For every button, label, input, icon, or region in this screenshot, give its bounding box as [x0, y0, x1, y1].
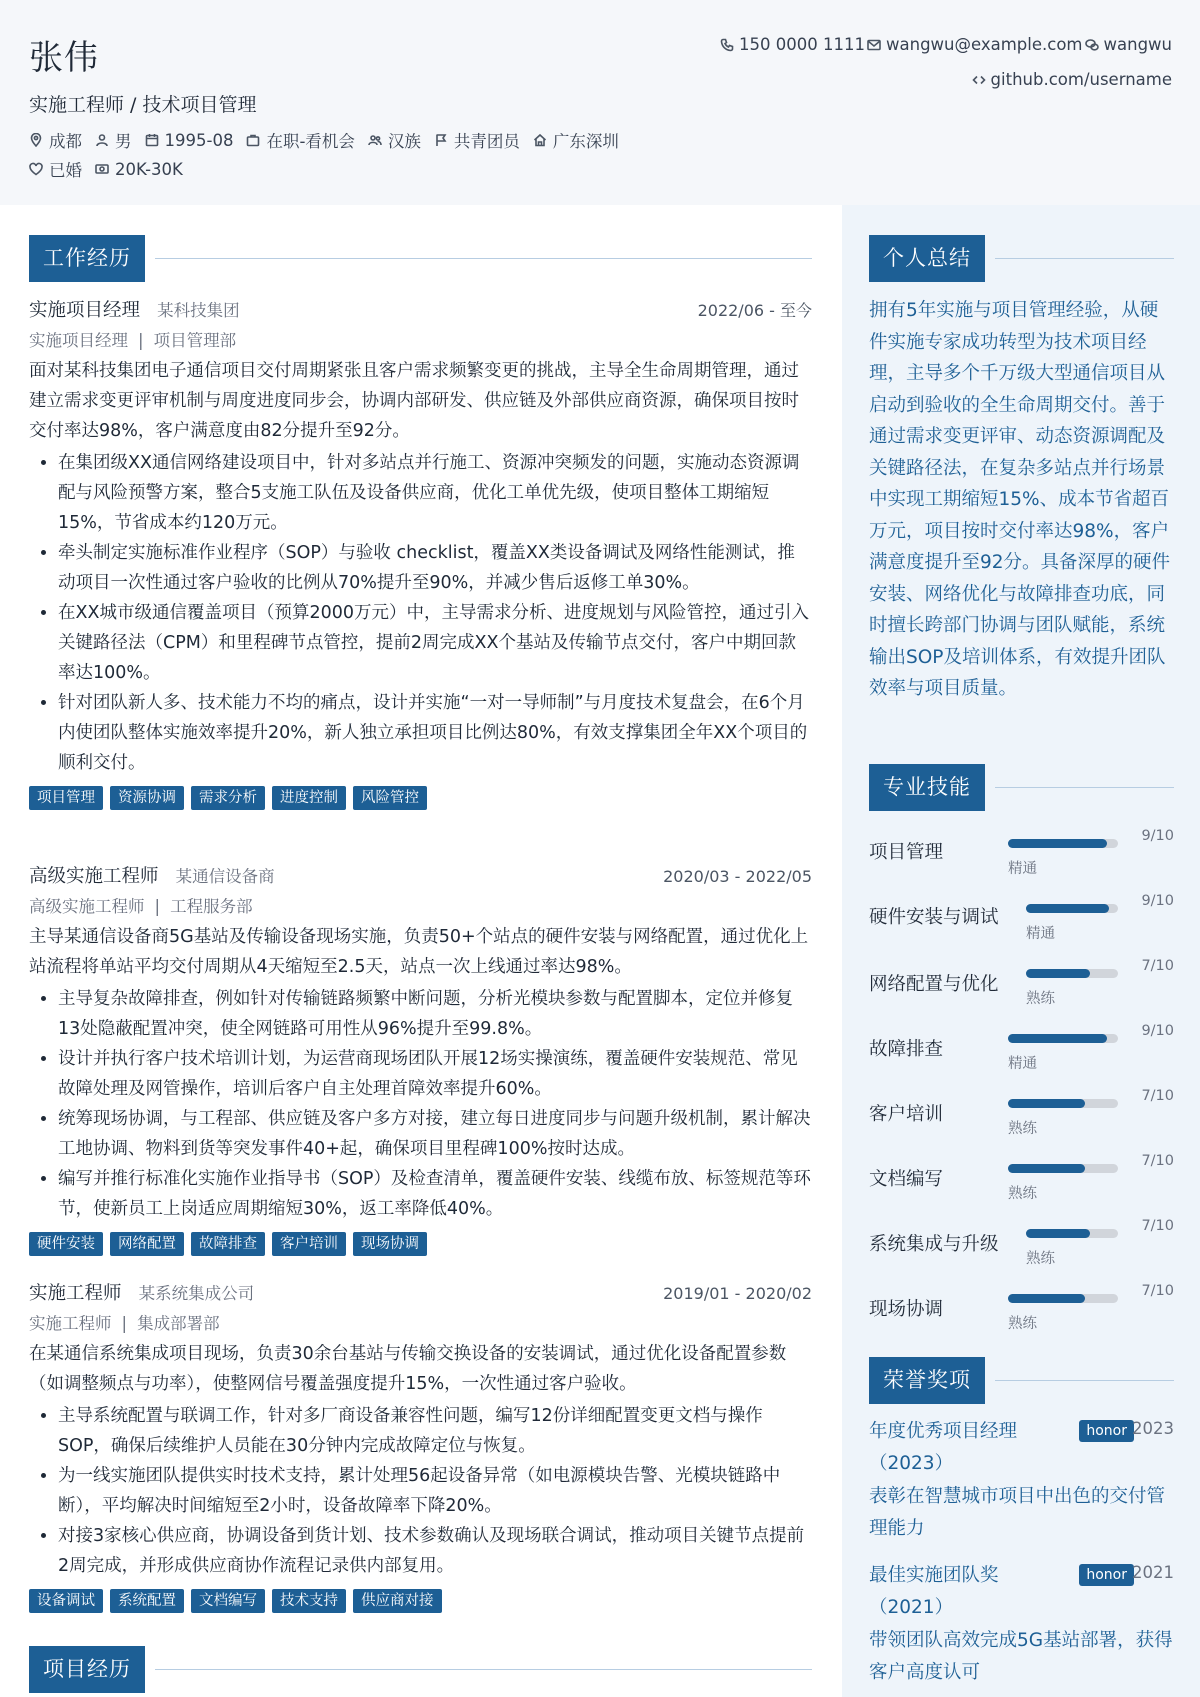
skill-name: 文档编写: [869, 1169, 944, 1190]
section-title-projects: 项目经历: [29, 1646, 145, 1693]
list-item: • 在XX城市级通信覆盖项目（预算2000万元）中，主导需求分析、进度规划与风险管控，通过引入关键路径法（CPM）和里程碑节点管控，提前2周完成XX个基站及传输节点交付，客户中期回款率达100%。: [58, 598, 812, 688]
meta-political-text: 共青团员: [453, 132, 520, 151]
skill-level: 精通: [1008, 1056, 1037, 1072]
section-divider: [995, 258, 1174, 259]
job-department: 工程服务部: [170, 897, 253, 916]
meta-gender: [95, 128, 132, 152]
skill-tag: 供应商对接: [353, 1589, 442, 1613]
contact-github-text: github.com/username: [990, 70, 1172, 89]
contact-row-1: [718, 35, 1172, 54]
skill-bar-fill: [1008, 1034, 1107, 1043]
skill-bar-fill: [1026, 904, 1109, 913]
skill-bar: [1026, 969, 1118, 978]
group-icon: [368, 133, 382, 147]
skill-tag: 设备调试: [29, 1589, 103, 1613]
contact-row-2: [970, 70, 1172, 89]
job-achievements: [29, 984, 812, 1224]
job-tags: [29, 1589, 812, 1613]
skill-bar: [1008, 1164, 1118, 1173]
job-title: 高级实施工程师: [29, 866, 159, 887]
skill-bar-fill: [1008, 1294, 1085, 1303]
skill-name: 系统集成与升级: [869, 1234, 999, 1255]
job-date: 2020/03 - 2022/05: [663, 867, 812, 886]
contact-email[interactable]: [867, 35, 1083, 54]
job-department: 集成部署部: [137, 1314, 220, 1333]
section-awards: [869, 1357, 1174, 1404]
meta-hometown-text: 广东深圳: [552, 132, 619, 151]
meta-marital-text: 已婚: [49, 161, 82, 180]
candidate-name: 张伟: [29, 38, 99, 78]
award-item: [869, 1560, 1174, 1688]
job-company: 某系统集成公司: [138, 1284, 255, 1303]
person-icon: [95, 133, 109, 147]
skill-bar-fill: [1026, 1229, 1090, 1238]
list-item: • 设计并执行客户技术培训计划，为运营商现场团队开展12场实操演练，覆盖硬件安装规范、常见故障处理及网管操作，培训后客户自主处理首障效率提升60%。: [58, 1044, 812, 1104]
job-entry-2: [29, 862, 812, 1256]
award-title: 年度优秀项目经理（2023）: [869, 1421, 1018, 1474]
meta-gender-text: 男: [115, 132, 132, 151]
skill-tag: 资源协调: [110, 786, 184, 810]
job-role-separator: |: [154, 897, 161, 916]
skill-name: 故障排查: [869, 1039, 944, 1060]
job-achievements: [29, 448, 812, 778]
skill-tag: 客户培训: [272, 1232, 346, 1256]
skill-name: 硬件安装与调试: [869, 907, 999, 928]
skill-level: 熟练: [1008, 1186, 1037, 1202]
section-work-experience: [29, 235, 812, 282]
meta-ethnicity: [368, 128, 421, 152]
section-title-skills: 专业技能: [869, 764, 985, 811]
money-icon: [95, 162, 109, 176]
section-summary: [869, 235, 1174, 282]
skill-item: [869, 1283, 1174, 1343]
award-header: [869, 1416, 1174, 1479]
skill-level: 熟练: [1008, 1316, 1037, 1332]
skill-bar-fill: [1008, 1099, 1085, 1108]
award-description: 带领团队高效完成5G基站部署，获得客户高度认可: [869, 1630, 1173, 1683]
section-divider: [995, 1380, 1174, 1381]
award-year: 2023: [1132, 1419, 1174, 1438]
list-item: • 针对团队新人多、技术能力不均的痛点，设计并实施“一对一导师制”与月度技术复盘会，在6个月内使团队整体实施效率提升20%，新人独立承担项目比例达80%，有效支撑集团全年XX个项目的顺利交付。: [58, 688, 812, 778]
skill-score: 9/10: [1141, 828, 1174, 844]
code-icon: [972, 73, 986, 87]
skill-item: [869, 828, 1174, 888]
contact-wechat-text: wangwu: [1103, 35, 1172, 54]
skill-bar: [1026, 904, 1118, 913]
personal-summary-text: 拥有5年实施与项目管理经验，从硬件实施专家成功转型为技术项目经理，主导多个千万级大型通信项目从启动到验收的全生命周期交付。善于通过需求变更评审、动态资源调配及关键路径法，在复杂多站点并行场景中实现工期缩短15%、成本节省超百万元，项目按时交付率达98%，客户满意度提升至92分。具备深厚的硬件安装、网络优化与故障排查功底，同时擅长跨部门协调与团队赋能，系统输出SOP及培训体系，有效提升团队效率与项目质量。: [869, 300, 1171, 699]
section-skills: [869, 764, 1174, 811]
skill-tag: 现场协调: [353, 1232, 427, 1256]
home-icon: [533, 133, 547, 147]
resume-header: [0, 0, 1200, 205]
award-year: 2021: [1132, 1563, 1174, 1582]
job-date: 2022/06 - 至今: [697, 301, 812, 320]
skill-tag: 系统配置: [110, 1589, 184, 1613]
job-tags: [29, 786, 812, 810]
skill-score: 7/10: [1141, 958, 1174, 974]
skill-item: [869, 1218, 1174, 1278]
wechat-icon: [1085, 38, 1099, 52]
skill-name: 网络配置与优化: [869, 974, 999, 995]
contact-github[interactable]: [972, 70, 1172, 89]
award-header: [869, 1560, 1174, 1623]
list-item: • 为一线实施团队提供实时技术支持，累计处理56起设备异常（如电源模块告警、光模块链路中断），平均解决时间缩短至2小时，设备故障率下降20%。: [58, 1461, 812, 1521]
skill-item: [869, 958, 1174, 1018]
skill-item: [869, 1023, 1174, 1083]
meta-marital: [29, 157, 82, 181]
skill-bar-fill: [1008, 1164, 1085, 1173]
job-header: [29, 296, 812, 326]
calendar-icon: [145, 133, 159, 147]
contact-phone[interactable]: [720, 35, 865, 54]
section-title-work: 工作经历: [29, 235, 145, 282]
skill-level: 精通: [1008, 861, 1037, 877]
skill-item: [869, 893, 1174, 953]
personal-info-row-2: [29, 157, 196, 181]
skill-tag: 项目管理: [29, 786, 103, 810]
meta-location: [29, 128, 82, 152]
contact-phone-text: 150 0000 1111: [739, 35, 865, 54]
skill-tag: 技术支持: [272, 1589, 346, 1613]
meta-status: [246, 128, 354, 152]
list-item: • 统筹现场协调，与工程部、供应链及客户多方对接，建立每日进度同步与问题升级机制，累计解决工地协调、物料到货等突发事件40+起，确保项目里程碑100%按时达成。: [58, 1104, 812, 1164]
section-title-awards: 荣誉奖项: [869, 1357, 985, 1404]
list-item: • 主导系统配置与联调工作，针对多厂商设备兼容性问题，编写12份详细配置变更文档与操作SOP，确保后续维护人员能在30分钟内完成故障定位与恢复。: [58, 1401, 812, 1461]
skill-tag: 进度控制: [272, 786, 346, 810]
job-tags: [29, 1232, 812, 1256]
personal-info-row-1: [29, 128, 632, 152]
skill-bar: [1008, 1099, 1118, 1108]
skill-name: 项目管理: [869, 842, 944, 863]
section-divider: [995, 787, 1174, 788]
skill-item: [869, 1088, 1174, 1148]
award-description: 表彰在智慧城市项目中出色的交付管理能力: [869, 1486, 1166, 1539]
list-item: • 牵头制定实施标准作业程序（SOP）与验收 checklist，覆盖XX类设备调试及网络性能测试，推动项目一次性通过客户验收的比例从70%提升至90%，并减少售后返修工单30%。: [58, 538, 812, 598]
meta-hometown: [533, 128, 619, 152]
skill-level: 熟练: [1008, 1121, 1037, 1137]
contact-wechat[interactable]: [1085, 35, 1173, 54]
job-role-separator: |: [138, 331, 144, 350]
skill-score: 7/10: [1141, 1088, 1174, 1104]
list-item: • 对接3家核心供应商，协调设备到货计划、技术参数确认及现场联合调试，推动项目关键节点提前2周完成，并形成供应商协作流程记录供内部复用。: [58, 1521, 812, 1581]
skill-bar-fill: [1008, 839, 1107, 848]
meta-location-text: 成都: [49, 132, 82, 151]
meta-ethnicity-text: 汉族: [387, 132, 421, 151]
job-entry-3: [29, 1279, 812, 1613]
skill-name: 现场协调: [869, 1299, 944, 1320]
meta-status-text: 在职-看机会: [266, 132, 355, 151]
skill-level: 精通: [1026, 926, 1055, 942]
skill-bar: [1008, 1294, 1118, 1303]
job-summary: 主导某通信设备商5G基站及传输设备现场实施，负责50+个站点的硬件安装与网络配置，通过优化上站流程将单站平均交付周期从4天缩短至2.5天，站点一次上线通过率达98%。: [29, 927, 809, 977]
phone-icon: [720, 38, 734, 52]
section-divider: [155, 1669, 812, 1670]
skill-score: 7/10: [1141, 1218, 1174, 1234]
skill-level: 熟练: [1026, 1251, 1055, 1267]
job-role: 高级实施工程师: [29, 897, 145, 916]
job-achievements: [29, 1401, 812, 1581]
list-item: • 主导复杂故障排查，例如针对传输链路频繁中断问题，分析光模块参数与配置脚本，定位并修复13处隐蔽配置冲突，使全网链路可用性从96%提升至99.8%。: [58, 984, 812, 1044]
job-date: 2019/01 - 2020/02: [663, 1284, 812, 1303]
award-badge: honor: [1079, 1420, 1134, 1442]
skill-tag: 故障排查: [191, 1232, 265, 1256]
contact-email-text: wangwu@example.com: [886, 35, 1083, 54]
award-badge: honor: [1079, 1564, 1134, 1586]
award-title: 最佳实施团队奖（2021）: [869, 1565, 999, 1618]
skill-tag: 需求分析: [191, 786, 265, 810]
job-title: 实施项目经理: [29, 300, 141, 321]
list-item: • 编写并推行标准化实施作业指导书（SOP）及检查清单，覆盖硬件安装、线缆布放、标签规范等环节，使新员工上岗适应周期缩短30%，返工率降低40%。: [58, 1164, 812, 1224]
skill-bar: [1008, 1034, 1118, 1043]
skill-score: 9/10: [1141, 893, 1174, 909]
job-summary: 面对某科技集团电子通信项目交付周期紧张且客户需求频繁变更的挑战，主导全生命周期管理，通过建立需求变更评审机制与周度进度同步会，协调内部研发、供应链及外部供应商资源，确保项目按时交付率达98%，客户满意度由82分提升至92分。: [29, 361, 799, 441]
job-role-line: [29, 1309, 812, 1339]
job-department: 项目管理部: [153, 331, 237, 350]
skill-score: 7/10: [1141, 1283, 1174, 1299]
candidate-title: 实施工程师 / 技术项目管理: [29, 94, 257, 116]
job-summary: 在某通信系统集成项目现场，负责30余台基站与传输交换设备的安装调试，通过优化设备配置参数（如调整频点与功率），使整网信号覆盖强度提升15%，一次性通过客户验收。: [29, 1344, 787, 1394]
skill-level: 熟练: [1026, 991, 1055, 1007]
skill-name: 客户培训: [869, 1104, 944, 1125]
heart-icon: [29, 162, 43, 176]
skill-tag: 文档编写: [191, 1589, 265, 1613]
meta-birth: [145, 131, 234, 150]
mail-icon: [867, 38, 881, 52]
skill-bar-fill: [1026, 969, 1090, 978]
skill-tag: 网络配置: [110, 1232, 184, 1256]
job-entry-1: [29, 296, 812, 810]
job-role: 实施工程师: [29, 1314, 112, 1333]
skill-score: 9/10: [1141, 1023, 1174, 1039]
skill-tag: 硬件安装: [29, 1232, 103, 1256]
job-role: 实施项目经理: [29, 331, 128, 350]
skill-score: 7/10: [1141, 1153, 1174, 1169]
skill-item: [869, 1153, 1174, 1213]
meta-salary: [95, 160, 183, 179]
job-header: [29, 1279, 812, 1309]
section-title-summary: 个人总结: [869, 235, 985, 282]
job-role-separator: |: [121, 1314, 128, 1333]
job-role-line: [29, 892, 812, 922]
list-item: • 在集团级XX通信网络建设项目中，针对多站点并行施工、资源冲突频发的问题，实施动态资源调配与风险预警方案，整合5支施工队伍及设备供应商，优化工单优先级，使项目整体工期缩短15%，节省成本约120万元。: [58, 448, 812, 538]
skill-bar: [1008, 839, 1118, 848]
award-item: [869, 1416, 1174, 1544]
meta-birth-text: 1995-08: [164, 130, 234, 150]
location-pin-icon: [29, 133, 43, 147]
skill-tag: 风险管控: [353, 786, 427, 810]
job-role-line: [29, 326, 812, 356]
meta-salary-text: 20K-30K: [115, 159, 183, 179]
meta-political: [434, 128, 520, 152]
job-title: 实施工程师: [29, 1283, 122, 1304]
skill-bar: [1026, 1229, 1118, 1238]
briefcase-icon: [246, 133, 260, 147]
job-company: 某科技集团: [157, 301, 240, 320]
flag-icon: [434, 133, 448, 147]
section-divider: [155, 258, 812, 259]
job-header: [29, 862, 812, 892]
section-projects: [29, 1646, 812, 1693]
job-company: 某通信设备商: [175, 867, 275, 886]
